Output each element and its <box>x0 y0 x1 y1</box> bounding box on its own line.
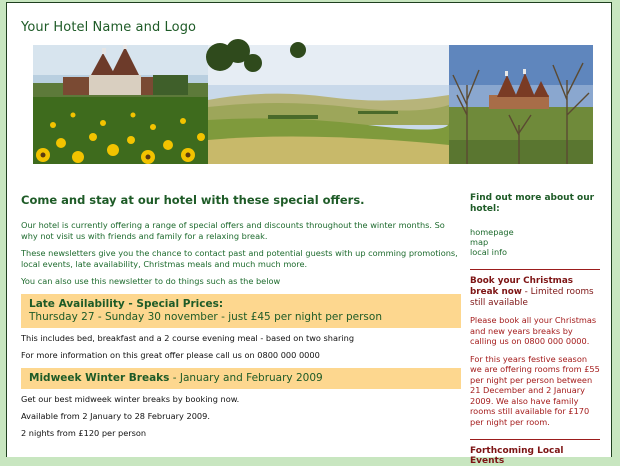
offer1-contact: For more information on this great offer please call us on 0800 000 0000 <box>21 350 320 360</box>
offer2-detail-2: Available from 2 January to 28 February 2009. <box>21 411 210 421</box>
midweek-breaks-box <box>21 368 461 389</box>
christmas-paragraph-1: Please book all your Christmas and new years breaks by calling us on 0800 000 0000. <box>470 315 597 346</box>
christmas-heading-bold: Book your Christmas break now <box>470 276 573 297</box>
sidebar <box>470 193 600 466</box>
christmas-heading-rest: - Limited rooms still available <box>470 287 594 308</box>
christmas-heading <box>470 276 600 309</box>
sidebar-link-homepage[interactable]: homepage <box>470 227 514 237</box>
sidebar-divider-2 <box>470 439 600 440</box>
intro-paragraph-1: Our hotel is currently offering a range of special offers and discounts throughout the winter months. So why not visit us with friends and family for a relaxing break. <box>21 220 445 241</box>
intro-paragraph-2: These newsletters give you the chance to contact past and potential guests with up comming promotions, local events, late availability, Christmas meals and much much more. <box>21 248 458 269</box>
offer1-detail: This includes bed, breakfast and a 2 course evening meal - based on two sharing <box>21 333 355 343</box>
late-availability-title: Late Availability - Special Prices: <box>29 298 224 310</box>
sidebar-heading: Find out more about our hotel: <box>470 193 595 214</box>
main-headline: Come and stay at our hotel with these special offers. <box>21 193 365 207</box>
offer2-detail-1: Get our best midweek winter breaks by booking now. <box>21 394 240 404</box>
late-availability-box <box>21 294 461 328</box>
sidebar-link-map[interactable]: map <box>470 237 489 247</box>
midweek-breaks-title-bold: Midweek Winter Breaks <box>29 372 170 384</box>
sidebar-divider-1 <box>470 269 600 270</box>
main-content <box>21 193 461 445</box>
late-availability-dates: Thursday 27 - Sunday 30 november - just £45 per night per person <box>29 311 382 323</box>
intro-paragraph-3: You can also use this newsletter to do things such as the below <box>21 276 281 286</box>
local-events-heading: Forthcoming Local Events <box>470 446 564 466</box>
sidebar-link-local-info[interactable]: local info <box>470 247 508 257</box>
midweek-breaks-title <box>29 372 453 384</box>
banner-images <box>33 45 593 164</box>
oast-house-sunflowers-photo <box>33 45 208 164</box>
countryside-landscape-photo <box>208 45 449 164</box>
christmas-paragraph-2: For this years festive season we are offering rooms from £55 per night per person between 21 December and 2 January 2009. We also have family rooms still available for £170 per night per room. <box>470 353 600 427</box>
offer2-detail-3: 2 nights from £120 per person <box>21 428 147 438</box>
newsletter-frame <box>6 2 612 466</box>
midweek-breaks-title-dates: - January and February 2009 <box>169 372 323 384</box>
oast-houses-orchard-photo <box>449 45 593 164</box>
hotel-logo-text: Your Hotel Name and Logo <box>21 20 197 35</box>
